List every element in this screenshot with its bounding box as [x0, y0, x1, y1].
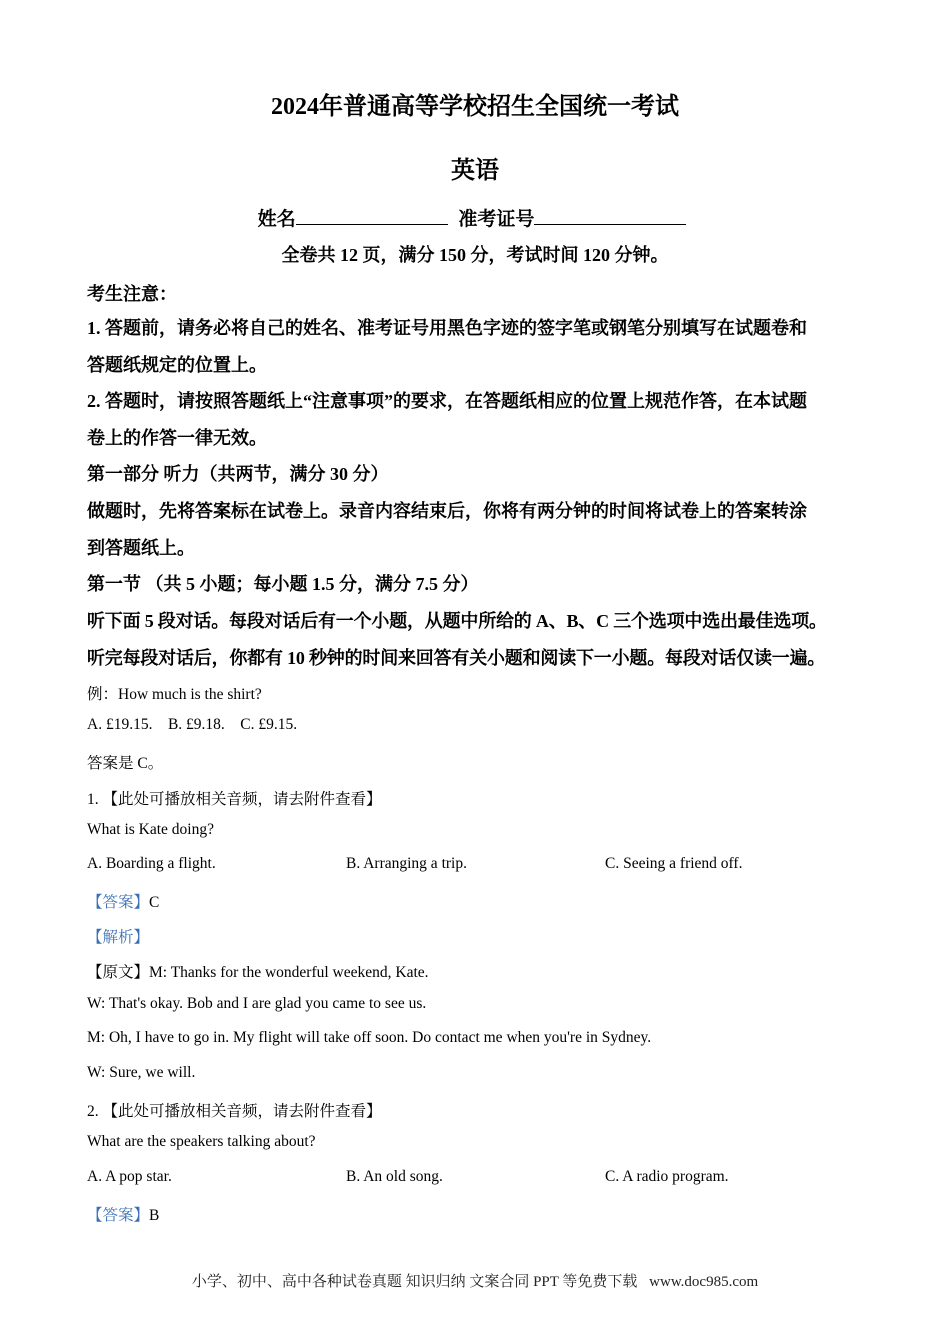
- q2-option-a: A. A pop star.: [87, 1168, 172, 1185]
- subject-title: 英语: [451, 158, 499, 184]
- candidate-info-row: [0, 204, 950, 231]
- q2-answer: B: [149, 1207, 160, 1224]
- q1-analysis-tag: 【解析】: [87, 929, 150, 946]
- section1-instructions-cont: 听完每段对话后，你都有 10 秒钟的时间来回答有关小题和阅读下一小题。每段对话仅读一遍。: [87, 648, 826, 668]
- q2-audio-link[interactable]: 【此处可播放相关音频，请去附件查看】: [102, 1103, 382, 1120]
- q1-transcript-3: M: Oh, I have to go in. My flight will take off soon. Do contact me when you're in Sydney.: [87, 1029, 652, 1046]
- example-question: 例：How much is the shirt?: [87, 686, 262, 703]
- q1-answer-tag: 【答案】: [87, 894, 150, 911]
- part1-instructions-cont: 到答题纸上。: [87, 538, 195, 558]
- q2-number: 2.: [87, 1103, 103, 1120]
- q1-answer-row: [87, 890, 887, 912]
- name-label: 姓名: [257, 209, 296, 230]
- example-options: A. £19.15. B. £9.18. C. £9.15.: [87, 716, 298, 733]
- q1-answer: C: [149, 894, 160, 911]
- q2-audio-line: [87, 1099, 887, 1121]
- exam-title: 2024年普通高等学校招生全国统一考试: [271, 94, 679, 120]
- q2-option-c: C. A radio program.: [605, 1168, 729, 1185]
- q1-question: What is Kate doing?: [87, 821, 214, 838]
- q2-option-b: B. An old song.: [346, 1168, 443, 1185]
- exam-info: 全卷共 12 页，满分 150 分，考试时间 120 分钟。: [281, 245, 669, 265]
- q1-transcript-1: [87, 960, 887, 982]
- q1-option-b: B. Arranging a trip.: [346, 855, 467, 872]
- example-answer: 答案是 C。: [87, 755, 164, 772]
- part1-heading: 第一部分 听力（共两节，满分 30 分）: [87, 464, 389, 484]
- notice-item-2-cont: 卷上的作答一律无效。: [87, 428, 267, 448]
- q1-number: 1.: [87, 791, 103, 808]
- notice-heading: 考生注意：: [87, 284, 177, 304]
- q1-transcript-2: W: That's okay. Bob and I are glad you came to see us.: [87, 995, 427, 1012]
- q1-transcript-4: W: Sure, we will.: [87, 1064, 196, 1081]
- part1-instructions: 做题时，先将答案标在试卷上。录音内容结束后，你将有两分钟的时间将试卷上的答案转涂: [87, 501, 807, 521]
- section1-heading: 第一节 （共 5 小题；每小题 1.5 分，满分 7.5 分）: [87, 574, 479, 594]
- notice-item-1: 1. 答题前，请务必将自己的姓名、准考证号用黑色字迹的签字笔或钢笔分别填写在试题卷和: [87, 318, 807, 338]
- q2-question: What are the speakers talking about?: [87, 1133, 316, 1150]
- footer-text: 小学、初中、高中各种试卷真题 知识归纳 文案合同 PPT 等免费下载: [191, 1274, 638, 1290]
- q1-original-tag: 【原文】: [87, 964, 150, 981]
- footer-url[interactable]: www.doc985.com: [649, 1274, 759, 1290]
- q2-answer-tag: 【答案】: [87, 1207, 150, 1224]
- q1-option-a: A. Boarding a flight.: [87, 855, 216, 872]
- q1-transcript-text-1: M: Thanks for the wonderful weekend, Kate.: [149, 964, 429, 981]
- notice-item-1-cont: 答题纸规定的位置上。: [87, 355, 267, 375]
- q2-answer-row: [87, 1203, 887, 1225]
- id-blank: [534, 207, 686, 225]
- page-footer: [0, 1270, 950, 1291]
- id-label: 准考证号: [458, 209, 535, 230]
- q1-option-c: C. Seeing a friend off.: [605, 855, 743, 872]
- section1-instructions: 听下面 5 段对话。每段对话后有一个小题，从题中所给的 A、B、C 三个选项中选出最佳选项。: [87, 611, 827, 631]
- notice-item-2: 2. 答题时，请按照答题纸上“注意事项”的要求，在答题纸相应的位置上规范作答，在本试题: [87, 391, 807, 411]
- name-blank: [296, 207, 448, 225]
- q1-audio-link[interactable]: 【此处可播放相关音频，请去附件查看】: [102, 791, 382, 808]
- q1-audio-line: [87, 787, 887, 809]
